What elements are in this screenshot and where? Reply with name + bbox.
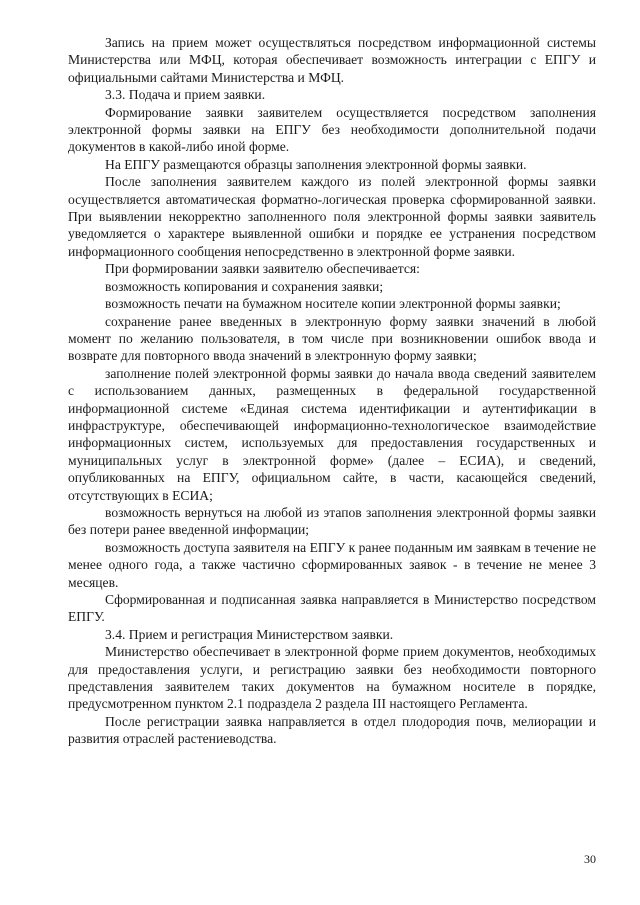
paragraph-application-forming: Формирование заявки заявителем осуществляется посредством заполнения электронной формы заявки на ЕПГУ без необходимости дополнительной подачи документов в какой-либо иной форме. xyxy=(68,104,596,155)
list-item-preserve-values: сохранение ранее введенных в электронную форму заявки значений в любой момент по желанию пользователя, в том числе при возникновении ошибок ввода и возврате для повторного ввода значений в электронную форму заявки; xyxy=(68,313,596,364)
paragraph-format-check: После заполнения заявителем каждого из полей электронной формы заявки осуществляется автоматическая форматно-логическая проверка сформированной заявки. При выявлении некорректно заполненного поля электронной формы заявки заявитель уведомляется о характере выявленной ошибки и порядке ее устранения посредством информационного сообщения непосредственно в электронной форме заявки. xyxy=(68,174,596,259)
list-item-print: возможность печати на бумажном носителе копии электронной формы заявки; xyxy=(105,296,561,312)
section-heading-3-3: 3.3. Подача и прием заявки. xyxy=(105,87,266,103)
paragraph-ministry-reception: Министерство обеспечивает в электронной форме прием документов, необходимых для предоставления услуги, и регистрацию заявки без необходимости повторного представления заявителем таких документов на бумажном носителе в порядке, предусмотренном пунктом 2.1 подраздела 2 раздела III настоящего Регламента. xyxy=(68,644,596,712)
list-item-access-history: возможность доступа заявителя на ЕПГУ к ранее поданным им заявкам в течение не менее одного года, а также частично сформированных заявок - в течение не менее 3 месяцев. xyxy=(68,539,596,590)
paragraph-form-samples: На ЕПГУ размещаются образцы заполнения электронной формы заявки. xyxy=(105,156,527,172)
paragraph-after-registration: После регистрации заявка направляется в отдел плодородия почв, мелиорации и развития отраслей растениеводства. xyxy=(68,713,596,747)
paragraph-appointment-booking: Запись на прием может осуществляться посредством информационной системы Министерства или МФЦ, которая обеспечивает возможность интеграции с ЕПГУ и официальными сайтами Министерства и МФЦ. xyxy=(68,35,596,85)
page-number: 30 xyxy=(584,852,596,866)
paragraph-provided-features-intro: При формировании заявки заявителю обеспечивается: xyxy=(105,261,420,277)
list-item-copy-save: возможность копирования и сохранения заявки; xyxy=(105,278,384,294)
list-item-esia-prefill: заполнение полей электронной формы заявки до начала ввода сведений заявителем с использованием данных, размещенных в федеральной государственной информационной системе «Единая система идентификации и аутентификации в инфраструктуре, обеспечивающей информационно-технологическое взаимодействие информационных систем, используемых для предоставления государственных и муниципальных услуг в электронной форме» (далее – ЕСИА), и сведений, опубликованных на ЕПГУ, официальном сайте, в части, касающейся сведений, отсутствующих в ЕСИА; xyxy=(68,365,596,503)
document-body xyxy=(68,34,596,748)
section-heading-3-4: 3.4. Прием и регистрация Министерством заявки. xyxy=(105,626,394,642)
list-item-return-to-step: возможность вернуться на любой из этапов заполнения электронной формы заявки без потери ранее введенной информации; xyxy=(68,504,596,538)
paragraph-signed-application: Сформированная и подписанная заявка направляется в Министерство посредством ЕПГУ. xyxy=(68,592,596,625)
